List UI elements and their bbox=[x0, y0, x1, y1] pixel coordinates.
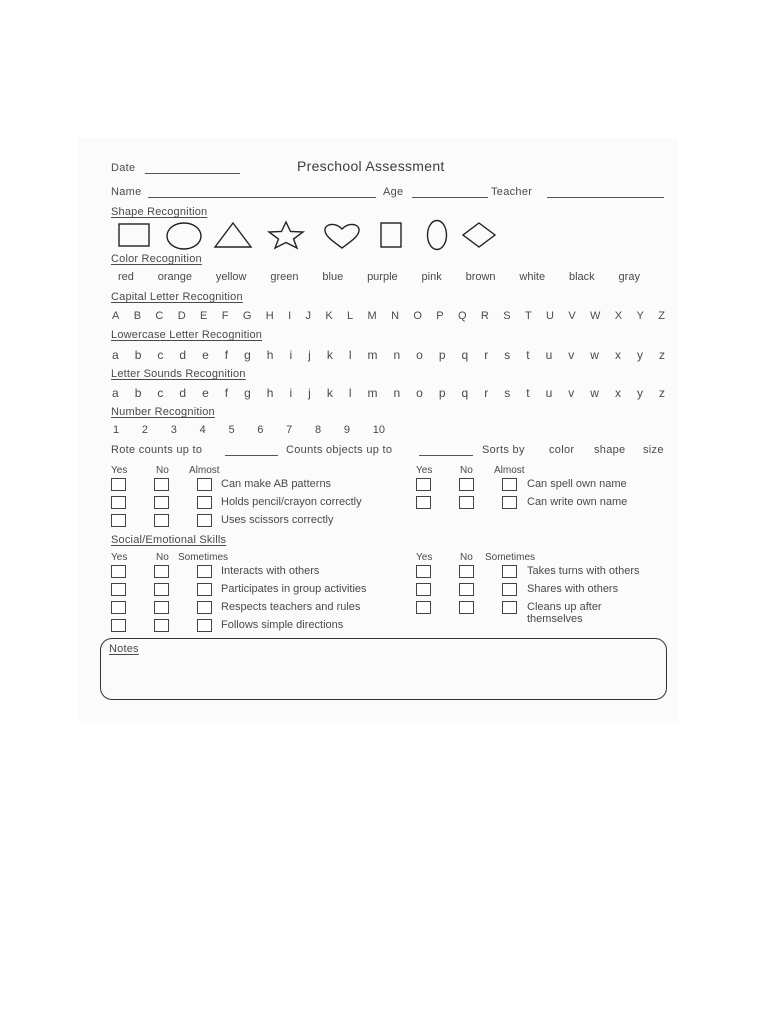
skill-item: Can write own name bbox=[527, 496, 628, 508]
color-item: gray bbox=[618, 271, 640, 283]
star-icon bbox=[267, 221, 305, 249]
social-item-continued: themselves bbox=[527, 613, 583, 625]
capital-letters-item: V bbox=[568, 310, 576, 322]
letter-sounds-item: q bbox=[461, 386, 469, 400]
social-yes-checkbox[interactable] bbox=[416, 565, 431, 578]
letter-sounds-item: i bbox=[289, 386, 293, 400]
capital-letters-item: K bbox=[325, 310, 333, 322]
name-label: Name bbox=[111, 186, 142, 198]
numbers-item: 9 bbox=[343, 424, 350, 436]
sometimes-header: Sometimes bbox=[178, 552, 229, 563]
capital-letters-item: D bbox=[177, 310, 186, 322]
letter-sounds-item: n bbox=[393, 386, 401, 400]
skill-item: Can make AB patterns bbox=[221, 478, 332, 490]
count-objects-field[interactable] bbox=[419, 455, 473, 456]
capital-letters-item: M bbox=[367, 310, 377, 322]
social-emotional-label: Social/Emotional Skills bbox=[111, 534, 227, 546]
capital-letters-item: A bbox=[112, 310, 120, 322]
social-yes-checkbox[interactable] bbox=[111, 619, 126, 632]
square-icon bbox=[118, 223, 150, 247]
lowercase-letters-item: b bbox=[134, 348, 142, 362]
numbers-item: 5 bbox=[228, 424, 235, 436]
lowercase-letters-item: q bbox=[461, 348, 469, 362]
capital-letters-item: Q bbox=[458, 310, 467, 322]
no-header: No bbox=[460, 552, 473, 563]
social-no-checkbox[interactable] bbox=[154, 619, 169, 632]
letter-sounds-item: s bbox=[504, 386, 511, 400]
capital-letters-item: P bbox=[436, 310, 444, 322]
circle-icon bbox=[166, 222, 202, 250]
lowercase-letters-item: g bbox=[244, 348, 251, 362]
social-item: Takes turns with others bbox=[527, 565, 640, 577]
capital-letters-item: Y bbox=[636, 310, 644, 322]
notes-box[interactable] bbox=[100, 638, 667, 700]
lowercase-letters-item: h bbox=[266, 348, 274, 362]
capital-letters-item: I bbox=[288, 310, 292, 322]
lowercase-letters-item: z bbox=[658, 348, 665, 362]
lowercase-letters-item: k bbox=[326, 348, 333, 362]
capital-letters-item: C bbox=[155, 310, 164, 322]
social-sometimes-checkbox[interactable] bbox=[197, 565, 212, 578]
lowercase-letters-item: c bbox=[157, 348, 164, 362]
social-yes-checkbox[interactable] bbox=[416, 583, 431, 596]
color-item: orange bbox=[157, 271, 193, 283]
letter-sounds-item: c bbox=[157, 386, 164, 400]
lowercase-letters-item: j bbox=[308, 348, 311, 362]
capital-letters-item: O bbox=[413, 310, 422, 322]
number-recognition-label: Number Recognition bbox=[111, 406, 215, 418]
skill-no-checkbox[interactable] bbox=[154, 478, 169, 491]
letter-sounds-item: y bbox=[636, 386, 643, 400]
skill-yes-checkbox[interactable] bbox=[111, 496, 126, 509]
capital-letters-item: X bbox=[614, 310, 623, 322]
lowercase-letters-item: x bbox=[614, 348, 621, 362]
sorts-by-label: Sorts by bbox=[482, 444, 525, 456]
color-item: purple bbox=[367, 271, 398, 283]
letter-sounds-item: x bbox=[614, 386, 621, 400]
lowercase-letters-item: m bbox=[367, 348, 378, 362]
social-sometimes-checkbox[interactable] bbox=[502, 601, 517, 614]
letter-sounds-item: e bbox=[202, 386, 209, 400]
lowercase-letters-item: l bbox=[348, 348, 352, 362]
numbers-item: 10 bbox=[372, 424, 385, 436]
name-field[interactable] bbox=[148, 197, 376, 198]
color-item: brown bbox=[465, 271, 496, 283]
lowercase-letters-item: e bbox=[202, 348, 209, 362]
capital-letters-item: H bbox=[265, 310, 274, 322]
capital-letters-item: R bbox=[480, 310, 489, 322]
lowercase-letters-item: n bbox=[393, 348, 401, 362]
sort-color-option: color bbox=[549, 444, 575, 456]
page-title: Preschool Assessment bbox=[297, 158, 445, 174]
no-header: No bbox=[460, 465, 473, 476]
social-item: Follows simple directions bbox=[221, 619, 344, 631]
skill-no-checkbox[interactable] bbox=[154, 514, 169, 527]
letter-sounds-label: Letter Sounds Recognition bbox=[111, 368, 246, 380]
capital-letters-item: Z bbox=[658, 310, 665, 322]
capital-letter-label: Capital Letter Recognition bbox=[111, 291, 243, 303]
date-field[interactable] bbox=[145, 173, 240, 174]
social-no-checkbox[interactable] bbox=[154, 601, 169, 614]
skill-item: Can spell own name bbox=[527, 478, 627, 490]
numbers-item: 7 bbox=[286, 424, 293, 436]
social-no-checkbox[interactable] bbox=[459, 583, 474, 596]
heart-icon bbox=[323, 223, 361, 249]
lowercase-letters-item: r bbox=[484, 348, 489, 362]
count-objects-label: Counts objects up to bbox=[286, 444, 393, 456]
lowercase-letters-item: u bbox=[545, 348, 553, 362]
social-item: Cleans up after bbox=[527, 601, 602, 613]
social-sometimes-checkbox[interactable] bbox=[502, 583, 517, 596]
almost-header: Almost bbox=[189, 465, 220, 476]
numbers-item: 3 bbox=[170, 424, 177, 436]
almost-header: Almost bbox=[494, 465, 525, 476]
skill-yes-checkbox[interactable] bbox=[416, 496, 431, 509]
skill-almost-checkbox[interactable] bbox=[502, 478, 517, 491]
capital-letters-item: W bbox=[590, 310, 601, 322]
capital-letters-item: S bbox=[503, 310, 511, 322]
social-item: Shares with others bbox=[527, 583, 619, 595]
color-item: white bbox=[519, 271, 546, 283]
social-item: Respects teachers and rules bbox=[221, 601, 361, 613]
social-yes-checkbox[interactable] bbox=[111, 565, 126, 578]
letter-sounds-item: u bbox=[545, 386, 553, 400]
capital-letters-item: N bbox=[391, 310, 400, 322]
letter-sounds-item: j bbox=[308, 386, 311, 400]
yes-header: Yes bbox=[111, 552, 128, 563]
skill-almost-checkbox[interactable] bbox=[197, 496, 212, 509]
numbers-item: 1 bbox=[113, 424, 120, 436]
no-header: No bbox=[156, 465, 169, 476]
numbers-item: 6 bbox=[257, 424, 264, 436]
skill-yes-checkbox[interactable] bbox=[416, 478, 431, 491]
skill-item: Uses scissors correctly bbox=[221, 514, 334, 526]
rote-count-field[interactable] bbox=[225, 455, 278, 456]
lowercase-letters-item: v bbox=[568, 348, 575, 362]
letter-sounds-item: f bbox=[224, 386, 229, 400]
lowercase-letter-label: Lowercase Letter Recognition bbox=[111, 329, 263, 341]
letter-sounds-item: o bbox=[416, 386, 423, 400]
lowercase-letters-item: i bbox=[289, 348, 293, 362]
lowercase-letters-item: w bbox=[590, 348, 599, 362]
color-recognition-label: Color Recognition bbox=[111, 253, 202, 265]
notes-label: Notes bbox=[109, 643, 139, 655]
oval-icon bbox=[426, 219, 448, 251]
social-no-checkbox[interactable] bbox=[459, 565, 474, 578]
letter-sounds-item: h bbox=[266, 386, 274, 400]
color-item: yellow bbox=[215, 271, 247, 283]
sometimes-header: Sometimes bbox=[485, 552, 536, 563]
skill-no-checkbox[interactable] bbox=[154, 496, 169, 509]
rectangle-icon bbox=[380, 222, 403, 248]
letter-sounds-item: r bbox=[484, 386, 489, 400]
letter-sounds-item: v bbox=[568, 386, 575, 400]
lowercase-letters-item: s bbox=[504, 348, 511, 362]
lowercase-letters-item: f bbox=[224, 348, 229, 362]
letter-sounds-item: z bbox=[658, 386, 665, 400]
letter-sounds-item: g bbox=[244, 386, 251, 400]
letter-sounds-item: w bbox=[590, 386, 599, 400]
social-sometimes-checkbox[interactable] bbox=[197, 583, 212, 596]
capital-letters-item: J bbox=[305, 310, 311, 322]
numbers-item: 4 bbox=[199, 424, 206, 436]
capital-letter-list bbox=[112, 310, 665, 322]
lowercase-letters-item: p bbox=[438, 348, 446, 362]
skill-yes-checkbox[interactable] bbox=[111, 478, 126, 491]
lowercase-letters-item: t bbox=[526, 348, 530, 362]
color-item: black bbox=[568, 271, 595, 283]
teacher-label: Teacher bbox=[491, 186, 533, 198]
triangle-icon bbox=[214, 222, 252, 248]
age-label: Age bbox=[383, 186, 404, 198]
letter-sounds-item: t bbox=[526, 386, 530, 400]
yes-header: Yes bbox=[416, 465, 433, 476]
color-item: green bbox=[270, 271, 299, 283]
capital-letters-item: G bbox=[242, 310, 252, 322]
color-item: blue bbox=[322, 271, 344, 283]
no-header: No bbox=[156, 552, 169, 563]
letter-sounds-item: b bbox=[134, 386, 142, 400]
letter-sounds-list bbox=[112, 386, 665, 400]
social-no-checkbox[interactable] bbox=[154, 583, 169, 596]
letter-sounds-item: a bbox=[112, 386, 119, 400]
rote-count-label: Rote counts up to bbox=[111, 444, 203, 456]
skill-no-checkbox[interactable] bbox=[459, 496, 474, 509]
skill-almost-checkbox[interactable] bbox=[197, 478, 212, 491]
skill-yes-checkbox[interactable] bbox=[111, 514, 126, 527]
number-list bbox=[113, 424, 385, 436]
yes-header: Yes bbox=[111, 465, 128, 476]
diamond-icon bbox=[462, 222, 496, 248]
lowercase-letters-item: o bbox=[416, 348, 423, 362]
color-list bbox=[118, 271, 640, 283]
sort-size-option: size bbox=[643, 444, 664, 456]
social-yes-checkbox[interactable] bbox=[111, 601, 126, 614]
date-label: Date bbox=[111, 162, 136, 174]
color-item: red bbox=[118, 271, 134, 283]
letter-sounds-item: d bbox=[179, 386, 187, 400]
social-sometimes-checkbox[interactable] bbox=[197, 619, 212, 632]
skill-no-checkbox[interactable] bbox=[459, 478, 474, 491]
social-item: Interacts with others bbox=[221, 565, 320, 577]
capital-letters-item: B bbox=[133, 310, 142, 322]
social-sometimes-checkbox[interactable] bbox=[197, 601, 212, 614]
skill-almost-checkbox[interactable] bbox=[197, 514, 212, 527]
social-yes-checkbox[interactable] bbox=[111, 583, 126, 596]
numbers-item: 2 bbox=[141, 424, 148, 436]
age-field[interactable] bbox=[412, 197, 488, 198]
capital-letters-item: U bbox=[546, 310, 554, 322]
capital-letters-item: F bbox=[221, 310, 229, 322]
letter-sounds-item: m bbox=[367, 386, 378, 400]
social-item: Participates in group activities bbox=[221, 583, 367, 595]
skill-item: Holds pencil/crayon correctly bbox=[221, 496, 362, 508]
color-item: pink bbox=[421, 271, 442, 283]
yes-header: Yes bbox=[416, 552, 433, 563]
lowercase-letter-list bbox=[112, 348, 665, 362]
lowercase-letters-item: d bbox=[179, 348, 187, 362]
lowercase-letters-item: a bbox=[112, 348, 119, 362]
letter-sounds-item: k bbox=[326, 386, 333, 400]
capital-letters-item: L bbox=[347, 310, 354, 322]
skill-almost-checkbox[interactable] bbox=[502, 496, 517, 509]
lowercase-letters-item: y bbox=[636, 348, 643, 362]
letter-sounds-item: l bbox=[348, 386, 352, 400]
social-sometimes-checkbox[interactable] bbox=[502, 565, 517, 578]
sort-shape-option: shape bbox=[594, 444, 626, 456]
shape-recognition-label: Shape Recognition bbox=[111, 206, 208, 218]
social-yes-checkbox[interactable] bbox=[416, 601, 431, 614]
social-no-checkbox[interactable] bbox=[154, 565, 169, 578]
capital-letters-item: T bbox=[524, 310, 532, 322]
capital-letters-item: E bbox=[200, 310, 208, 322]
letter-sounds-item: p bbox=[438, 386, 446, 400]
social-no-checkbox[interactable] bbox=[459, 601, 474, 614]
teacher-field[interactable] bbox=[547, 197, 664, 198]
numbers-item: 8 bbox=[315, 424, 322, 436]
